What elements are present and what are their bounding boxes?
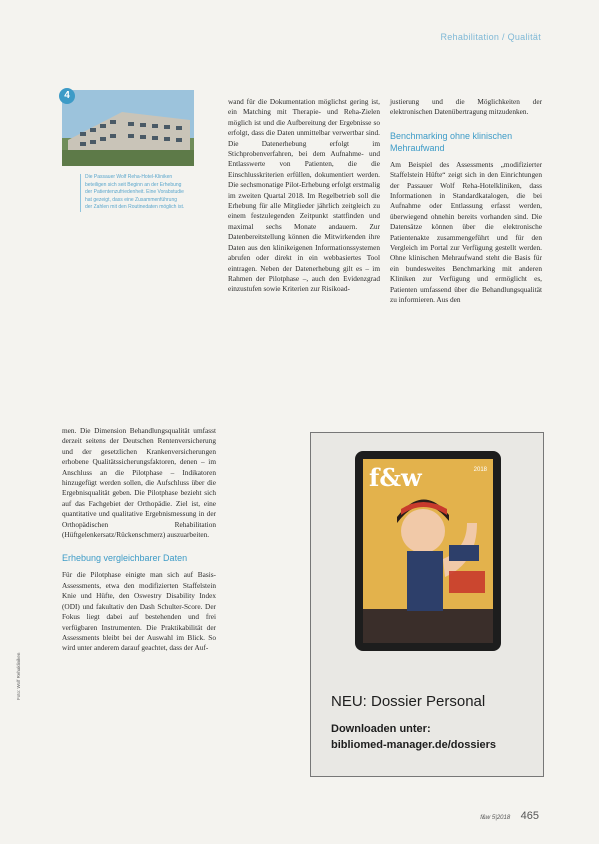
paragraph: men. Die Dimension Behandlungsqualität umfasst derzeit seitens der Deutschen Rentenversicherung und der gesetzlichen Krankenversicherungen erhobene Qualitätssicherungsfaktoren, denen – im Anschluss an die Pilotphase – Indikatoren hinzugefügt werden sollen, die Aufschluss über die Ergebnisqualität geben. Die Pilotphase bezieht sich auf das Fachgebiet der Orthopädie. Ziel ist, eine quantitative und qualitative Ergebnismessung in der Orthopädischen Rehabilitation (Hüftgelenkersatz/Rückenschmerz) auszuarbeiten. [62, 426, 216, 540]
magazine-logo: f&w [369, 463, 422, 492]
paragraph: justierung und die Möglichkeiten der elektronischen Datenübertragung mitzudenken. [390, 97, 542, 117]
page-number: 465 [520, 810, 539, 822]
ad-title: NEU: Dossier Personal [331, 693, 486, 710]
figure-badge: 4 [59, 88, 75, 104]
tablet-frame [355, 451, 501, 651]
ad-download-url[interactable]: bibliomed-manager.de/dossiers [331, 739, 497, 751]
section-title: Rehabilitation / Qualität [440, 32, 541, 42]
footer-magazine: f&w 5|2018 [480, 815, 511, 821]
column-top-middle [228, 97, 380, 295]
subheading: Benchmarking ohne klinischen Mehraufwand [390, 130, 513, 153]
subheading: Erhebung vergleichbarer Daten [62, 553, 188, 564]
column-top-right [390, 97, 542, 306]
page-footer [480, 806, 539, 824]
ad-download-label: Downloaden unter: [331, 723, 431, 735]
magazine-issue: 2018 [473, 467, 487, 473]
tablet-illustration [311, 433, 543, 683]
figure-caption: Die Passauer Wolf Reha-Hotel-Kliniken beteiligen sich seit Beginn an der Erhebung der Patientenzufriedenheit. Eine Vorabstudie hat gezeigt, dass eine Zusammenführung der Zahlen mit den Routinedaten möglich ist. [80, 174, 185, 212]
paragraph: Am Beispiel des Assessments „modifizierter Staffelstein Hüfte“ zeigt sich in den Einrichtungen der Passauer Wolf Reha-Hotelkliniken, dass Informationen in Standardkatalogen, die bei Aufnahme oder Entlassung erfasst werden, überwiegend ohnehin bereits vorhanden sind. Die Datensätze können über die elektronische Patientenakte zusammengeführt und für den Vergleich im Portal zur Verfügung gestellt werden. Ohne klinischen Mehraufwand steht die Basis für ein bundesweites Benchmarking mit anderen Kliniken zur Verfügung und ermöglicht es, Patienten umfassend über die Behandlungsqualität zu informieren. Aus den [390, 159, 542, 305]
paragraph: Für die Pilotphase einigte man sich auf Basis-Assessments, etwa den modifizierten Staffelstein Knie und Hüfte, den Oswestry Disability Index (ODI) und fakultativ den Dash Schulter-Score. Der Fokus liegt dabei auf bestehenden und frei verfügbaren Instrumenten. Die Praktikabilität der Assessments bleibt bei der Auswahl im Blick. So wird unter anderem darauf geachtet, dass der Auf- [62, 570, 216, 653]
paragraph: wand für die Dokumentation möglichst gering ist, ein Matching mit Therapie- und Reha-Zielen möglich ist und die Aufbereitung der Ergebnisse so erfolgt, dass die Daten unmittelbar verwertbar sind. Die Datenerhebung erfolgt im Stichprobenverfahren, bei dem Aufnahme- und Entlasswerte von Patienten, die die Einschlusskriterien erfüllen, dokumentiert werden. Die sechsmonatige Pilot-Erhebung erfolgt erstmalig im zweiten Quartal 2018. Im Regelbetrieb soll die Erhebung für alle Mitglieder jährlich zeitgleich zu einem festzulegenden Zeitpunkt stattfinden und maximal sechs Monate andauern. Zur Datenbereitstellung können die Mitwirkenden ihre Daten aus den klinikeigenen Informationssystemen abrufen oder direkt in ein webbasiertes Tool eintragen. Neben der Datenerhebung gilt es – im Rahmen der Pilotphase –, auch den Evidenzgrad einzustufen sowie Kriterien zur Risikoad- [228, 97, 380, 294]
building-photo [62, 90, 194, 166]
column-bottom-left [62, 426, 216, 654]
figure [62, 90, 194, 212]
magazine-cover [363, 459, 493, 643]
advertisement [310, 432, 544, 777]
photo-credit: Foto: Wolf Rehakliniken [16, 652, 21, 700]
